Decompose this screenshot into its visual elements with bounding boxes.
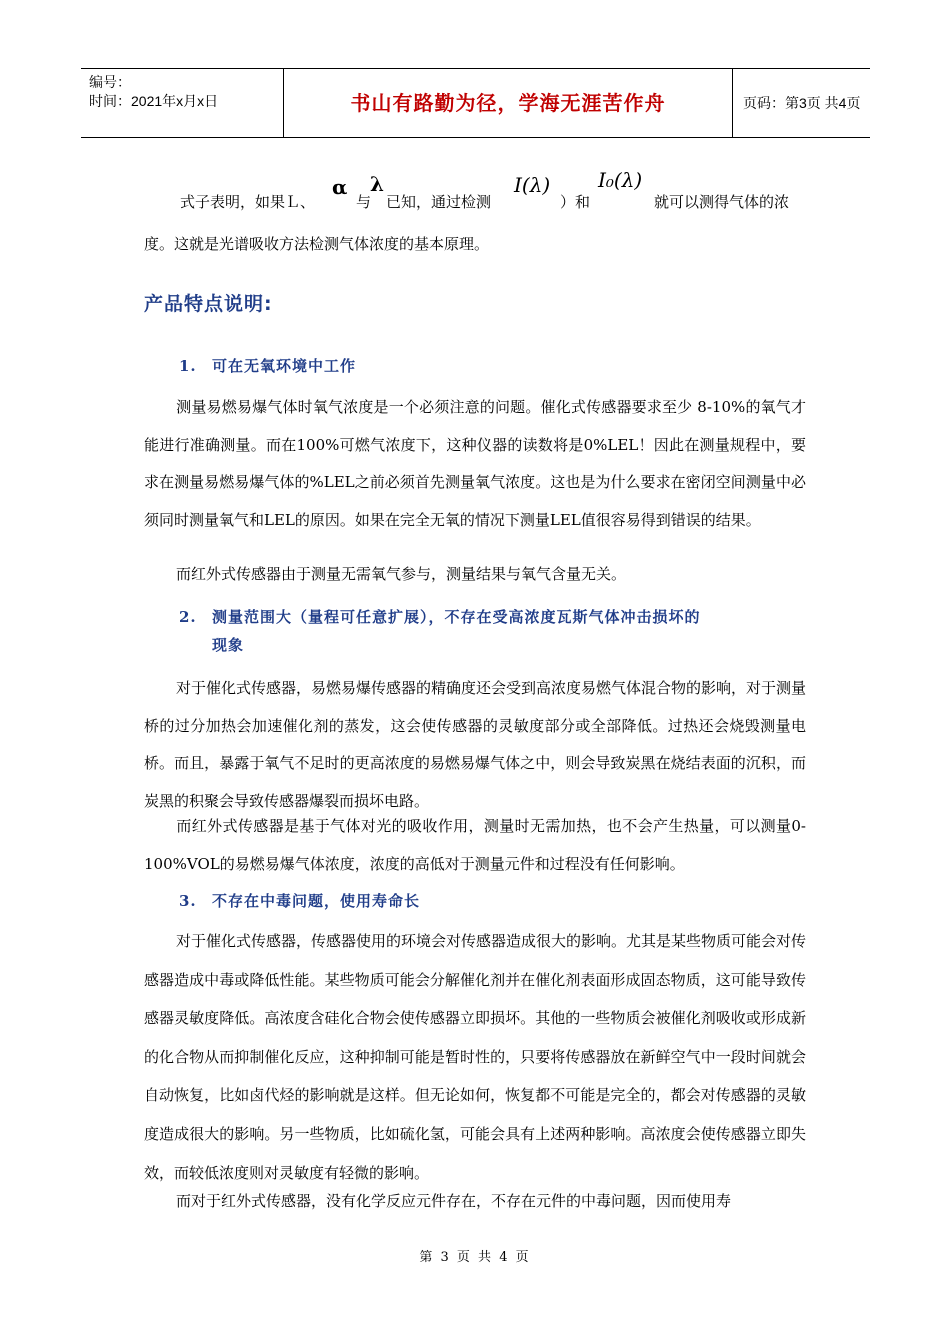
item-2-title-line2: 现象 [212, 636, 245, 654]
i0-lambda-symbol: I₀(λ) [598, 168, 643, 192]
header-left [81, 69, 283, 137]
item-1-text-1: 测量易燃易爆气体时氧气浓度是一个必须注意的问题。催化式传感器要求至少 8-10%的氧气才能进行准确测量。而在100%可燃气浓度下，这种仪器的读数将是0%LEL！因此在测量规程中，要求在测量易燃易爆气体的%LEL之前必须首先测量氧气浓度。这也是为什么要求在密闭空间测量中必须同时测量氧气和LEL的原因。如果在完全无氧的情况下测量LEL值很容易得到错误的结果。 [144, 398, 806, 529]
page-footer: 第 3 页 共 4 页 [419, 1250, 531, 1265]
i-lambda-symbol: I(λ) [514, 173, 551, 197]
item-3-number: 3. [179, 892, 197, 910]
item-2-number: 2. [179, 608, 197, 626]
item-3-text-1: 对于催化式传感器，传感器使用的环境会对传感器造成很大的影响。尤其是某些物质可能会对传感器造成中毒或降低性能。某些物质可能会分解催化剂并在催化剂表面形成固态物质，这可能导致传感器灵敏度降低。高浓度含硅化合物会使传感器立即损坏。其他的一些物质会被催化剂吸收或形成新的化合物从而抑制催化反应，这种抑制可能是暂时性的，只要将传感器放在新鲜空气中一段时间就会自动恢复，比如卤代烃的影响就是这样。但无论如何，恢复都不可能是完全的，都会对传感器的灵敏度造成很大的影响。另一些物质，比如硫化氢，可能会具有上述两种影响。高浓度会使传感器立即失效，而较低浓度则对灵敏度有轻微的影响。 [144, 932, 807, 1182]
item-1-paragraph-1 [144, 389, 806, 539]
formula-text-4: ）和 [560, 193, 591, 211]
motto: 书山有路勤为径，学海无涯苦作舟 [283, 69, 733, 137]
date-label: 时间：2021年x月x日 [89, 93, 219, 109]
item-1-text-2: 而红外式传感器由于测量无需氧气参与，测量结果与氧气含量无关。 [176, 565, 627, 583]
number-label: 编号： [89, 74, 131, 90]
item-1-paragraph-2 [144, 556, 806, 594]
formula-text-2: 与 [356, 193, 372, 211]
lambda-symbol: λ [370, 172, 385, 196]
item-1-heading [179, 352, 819, 380]
page-info: 页码：第3页 共4页 [743, 95, 861, 111]
item-3-paragraph-1 [144, 922, 806, 1192]
item-3-text-2: 而对于红外式传感器，没有化学反应元件存在，不存在元件的中毒问题，因而使用寿 [176, 1192, 732, 1210]
item-2-paragraph-1 [144, 670, 806, 820]
section-title: 产品特点说明: [144, 293, 273, 315]
principle-paragraph [144, 226, 806, 264]
formula-line [180, 165, 820, 215]
item-3-heading [179, 887, 819, 915]
item-1-number: 1. [179, 357, 197, 375]
item-2-text-1: 对于催化式传感器，易燃易爆传感器的精确度还会受到高浓度易燃气体混合物的影响，对于测量桥的过分加热会加速催化剂的蒸发，这会使传感器的灵敏度部分或全部降低。过热还会烧毁测量电桥。而且，暴露于氧气不足时的更高浓度的易燃易爆气体之中，则会导致炭黑在烧结表面的沉积，而炭黑的积聚会导致传感器爆裂而损坏电路。 [144, 679, 807, 810]
item-3-paragraph-2 [144, 1183, 806, 1221]
formula-text-1: 式子表明，如果Ｌ、 [180, 193, 316, 211]
alpha-symbol: α [332, 175, 348, 199]
formula-text-3: 已知，通过检测 [386, 193, 492, 211]
page-header [81, 68, 870, 138]
item-3-title: 不存在中毒问题，使用寿命长 [212, 892, 421, 910]
item-1-title: 可在无氧环境中工作 [212, 357, 357, 375]
item-2-paragraph-2 [144, 808, 806, 883]
item-2-text-2: 而红外式传感器是基于气体对光的吸收作用，测量时无需加热，也不会产生热量，可以测量0-100%VOL的易燃易爆气体浓度，浓度的高低对于测量元件和过程没有任何影响。 [144, 817, 806, 873]
item-2-heading [179, 603, 819, 659]
formula-text-5: 就可以测得气体的浓 [654, 193, 790, 211]
item-2-title-line1: 测量范围大（量程可任意扩展），不存在受高浓度瓦斯气体冲击损坏的 [212, 608, 701, 626]
principle-text: 度。这就是光谱吸收方法检测气体浓度的基本原理。 [144, 235, 490, 253]
